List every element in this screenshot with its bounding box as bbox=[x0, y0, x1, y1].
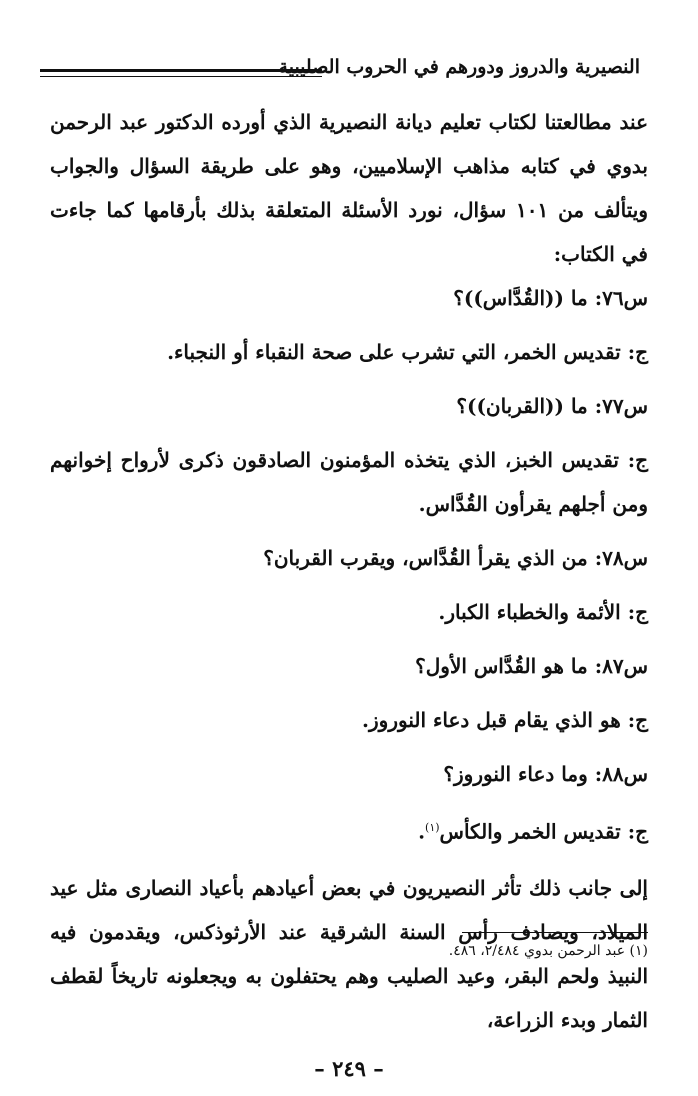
answer-88-text: ج: تقديس الخمر والكأس bbox=[439, 819, 648, 844]
answer-88-end: . bbox=[418, 819, 426, 844]
question-87: س٨٧: ما هو القُدَّاس الأول؟ bbox=[415, 654, 648, 678]
answer-78: ج: الأئمة والخطباء الكبار. bbox=[438, 600, 648, 624]
footnote: (١) عبد الرحمن بدوي ٢/٤٨٤، ٤٨٦. bbox=[448, 943, 648, 959]
header-rule-thick bbox=[40, 69, 322, 72]
header-rule-thin bbox=[40, 76, 322, 77]
footnote-rule bbox=[462, 932, 648, 933]
closing-paragraph: إلى جانب ذلك تأثر النصيريون في بعض أعيادهم بأعياد النصارى مثل عيد الميلاد، ويصادف رأس السنة الشرقية عند الأرثوذكس، ويقدمون فيه النبيذ ولحم البقر، وعيد الصليب وهم يحتفلون به ويجعلونه تاريخاً لقطف الثمار وبدء الزراعة، bbox=[50, 875, 648, 1032]
running-header bbox=[40, 56, 640, 96]
question-77: س٧٧: ما ((القربان))؟ bbox=[456, 394, 648, 418]
header-title: النصيرية والدروز ودورهم في الحروب الصليبية bbox=[278, 56, 640, 78]
question-88: س٨٨: وما دعاء النوروز؟ bbox=[443, 762, 648, 786]
answer-87: ج: هو الذي يقام قبل دعاء النوروز. bbox=[362, 708, 648, 732]
page-number: – ٢٤٩ – bbox=[314, 1056, 384, 1081]
answer-77: ج: تقديس الخبز، الذي يتخذه المؤمنون الصادقون ذكرى لأرواح إخوانهم ومن أجلهم يقرأون القُدَّاس. bbox=[50, 448, 648, 516]
question-78: س٧٨: من الذي يقرأ القُدَّاس، ويقرب القربان؟ bbox=[263, 546, 648, 570]
answer-88 bbox=[50, 806, 648, 854]
footnote-reference: (١) bbox=[425, 821, 440, 834]
body-text bbox=[50, 100, 648, 1042]
answer-76: ج: تقديس الخمر، التي تشرب على صحة النقباء أو النجباء. bbox=[167, 340, 648, 364]
question-76: س٧٦: ما ((القُدَّاس))؟ bbox=[453, 286, 648, 310]
intro-paragraph: عند مطالعتنا لكتاب تعليم ديانة النصيرية الذي أورده الدكتور عبد الرحمن بدوي في كتابه مذاهب الإسلاميين، وهو على طريقة السؤال والجواب ويتألف من ١٠١ سؤال، نورد الأسئلة المتعلقة بذلك بأرقامها كما جاءت في الكتاب: bbox=[50, 110, 649, 266]
